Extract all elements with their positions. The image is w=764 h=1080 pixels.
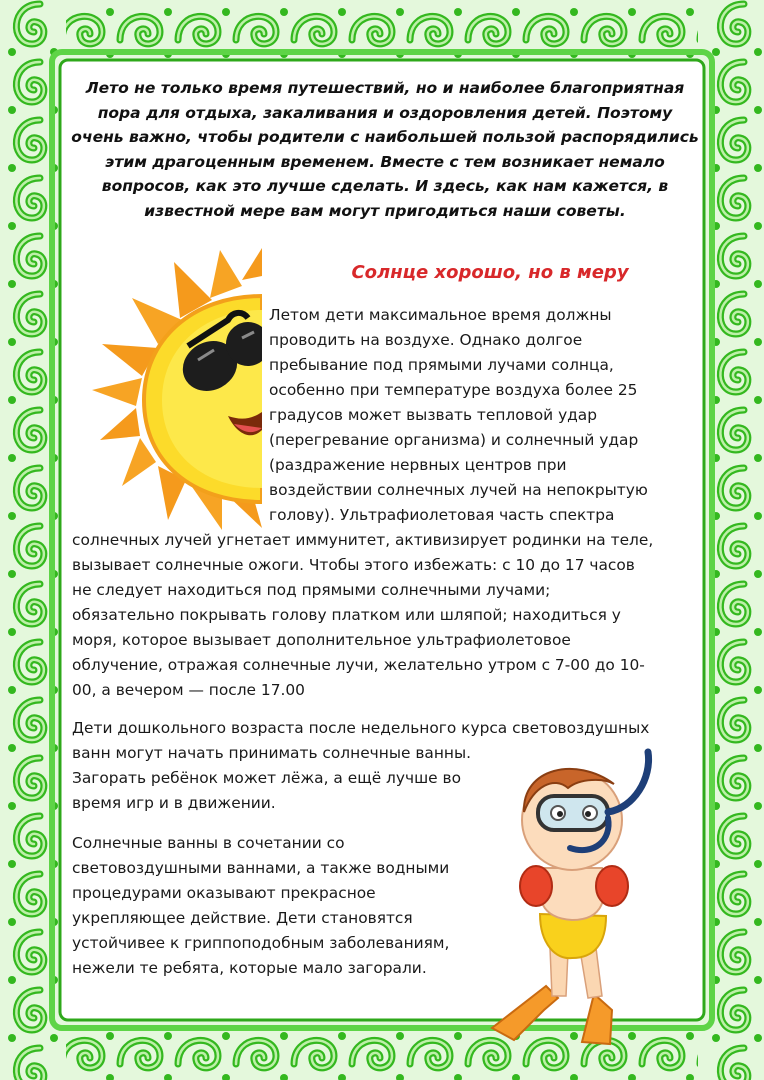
paragraph1-line: проводить на воздухе. Однако долгое bbox=[269, 331, 583, 349]
paragraph3-line: укрепляющее действие. Дети становятся bbox=[72, 909, 413, 927]
boy-illustration bbox=[484, 748, 664, 1048]
section-heading: Солнце хорошо, но в меру bbox=[351, 262, 629, 283]
paragraph1-line: воздействии солнечных лучей на непокрытую bbox=[269, 481, 648, 499]
paragraph1-line: облучение, отражая солнечные лучи, желательно утром с 7-00 до 10- bbox=[72, 656, 645, 674]
paragraph2-line: ванн могут начать принимать солнечные ванны. bbox=[72, 744, 471, 762]
paragraph1-line: 00, а вечером — после 17.00 bbox=[72, 681, 305, 699]
paragraph1-line: солнечных лучей угнетает иммунитет, активизирует родинки на теле, bbox=[72, 531, 654, 549]
paragraph3-line: Солнечные ванны в сочетании со bbox=[72, 834, 345, 852]
paragraph1-line: обязательно покрывать голову платком или шляпой; находиться у bbox=[72, 606, 621, 624]
paragraph1-line: Летом дети максимальное время должны bbox=[269, 306, 612, 324]
paragraph1-line: (раздражение нервных центров при bbox=[269, 456, 567, 474]
paragraph3-line: нежели те ребята, которые мало загорали. bbox=[72, 959, 427, 977]
paragraph2-line: время игр и в движении. bbox=[72, 794, 276, 812]
paragraph3-line: световоздушными ваннами, а также водными bbox=[72, 859, 450, 877]
paragraph1-line: вызывает солнечные ожоги. Чтобы этого избежать: с 10 до 17 часов bbox=[72, 556, 635, 574]
paragraph1-line: голову). Ультрафиолетовая часть спектра bbox=[269, 506, 615, 524]
paragraph1-line: (перегревание организма) и солнечный удар bbox=[269, 431, 639, 449]
paragraph3-line: устойчивее к гриппоподобным заболеваниям, bbox=[72, 934, 450, 952]
paragraph2-line: Загорать ребёнок может лёжа, а ещё лучше во bbox=[72, 769, 462, 787]
paragraph2-line: Дети дошкольного возраста после недельного курса световоздушных bbox=[72, 719, 650, 737]
intro-text: Лето не только время путешествий, но и наиболее благоприятная пора для отдыха, закаливания и оздоровления детей. Поэтому очень важно, чтобы родители с наибольшей пользой распорядились этим драгоценным временем. Вместе с тем возникает немало вопросов, как это лучше сделать. И здесь, как нам кажется, в известной мере вам могут пригодиться наши советы. bbox=[71, 79, 699, 220]
sun-illustration bbox=[92, 240, 262, 530]
paragraph1-line: пребывание под прямыми лучами солнца, bbox=[269, 356, 614, 374]
paragraph1-line: не следует находиться под прямыми солнечными лучами; bbox=[72, 581, 551, 599]
paragraph1-line: особенно при температуре воздуха более 25 bbox=[269, 381, 638, 399]
paragraph1-line: моря, которое вызывает дополнительное ультрафиолетовое bbox=[72, 631, 571, 649]
paragraph1-line: градусов может вызвать тепловой удар bbox=[269, 406, 598, 424]
paragraph3-line: процедурами оказывают прекрасное bbox=[72, 884, 376, 902]
